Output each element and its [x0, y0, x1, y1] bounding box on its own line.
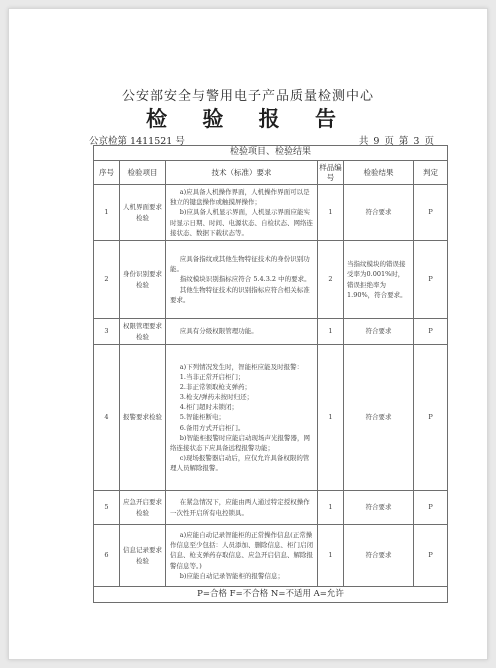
- column-header-verdict: 判定: [414, 161, 448, 185]
- requirement-line: 在紧急情况下，应能由两人通过特定授权操作一次性开启所有电控锁具。: [170, 498, 310, 517]
- row-requirement: [166, 525, 318, 587]
- row-result: 符合要求: [344, 491, 414, 525]
- row-result: 符合要求: [344, 185, 414, 241]
- row-sample-no: 2: [318, 241, 344, 319]
- requirement-line: 6.备用方式开启柜门。: [179, 423, 245, 432]
- row-verdict: P: [414, 241, 448, 319]
- requirement-line: 应具备指纹或其他生物特征技术的身份识别功能。: [170, 255, 310, 274]
- report-title: 检 验 报 告: [146, 106, 350, 131]
- column-header-sample: 样品编号: [318, 161, 344, 185]
- table-row: [94, 491, 448, 525]
- row-sample-no: 1: [318, 319, 344, 345]
- row-result: 当指纹模块的错误接受率为0.001%时，错误拒绝率为1.90%，符合要求。: [344, 241, 414, 319]
- report-page: [8, 8, 488, 660]
- requirement-line: b)智能柜报警时应能启动现场声光报警器，网络连接状态下应具备远程报警功能；: [170, 433, 310, 452]
- row-verdict: P: [414, 185, 448, 241]
- row-item: 人机界面要求检验: [120, 185, 166, 241]
- row-number: 3: [94, 319, 120, 345]
- requirement-line: 应具有分级权限管理功能。: [179, 327, 258, 336]
- table-row: [94, 319, 448, 345]
- requirement-line: a)应具备人机操作界面，人机操作界面可以是独立的键盘操作或触摸屏操作；: [170, 188, 310, 207]
- row-requirement: [166, 345, 318, 491]
- row-number: 5: [94, 491, 120, 525]
- requirement-line: b)应能自动记录智能柜的报警信息；: [179, 571, 284, 580]
- row-verdict: P: [414, 319, 448, 345]
- requirement-line: 4.柜门超时未锁闭；: [179, 403, 238, 412]
- requirement-line: 其他生物特征技术的识别指标应符合相关标准要求。: [170, 285, 310, 304]
- row-verdict: P: [414, 525, 448, 587]
- table-row: [94, 241, 448, 319]
- requirement-line: b)应具备人机显示界面，人机显示界面应能实时显示日期、时间、电源状态、自检状态、网络连接状态、数据下载状态等。: [170, 208, 313, 237]
- requirement-line: 3.枪支/弹药未按时归还；: [179, 393, 254, 402]
- row-sample-no: 1: [318, 525, 344, 587]
- requirement-line: 指纹模块识别指标应符合 5.4.3.2 中的要求。: [179, 275, 311, 284]
- row-number: 6: [94, 525, 120, 587]
- table-caption: 检验项目、检验结果: [94, 146, 448, 161]
- row-sample-no: 1: [318, 345, 344, 491]
- table-row: [94, 345, 448, 491]
- row-requirement: [166, 491, 318, 525]
- verdict-legend: P=合格 F=不合格 N=不适用 A=允许: [94, 587, 448, 603]
- row-sample-no: 1: [318, 185, 344, 241]
- table-row: [94, 525, 448, 587]
- row-item: 信息记录要求检验: [120, 525, 166, 587]
- row-requirement: [166, 241, 318, 319]
- row-number: 2: [94, 241, 120, 319]
- inspection-table: [93, 145, 448, 603]
- row-requirement: [166, 185, 318, 241]
- column-header-result: 检验结果: [344, 161, 414, 185]
- row-sample-no: 1: [318, 491, 344, 525]
- row-item: 权限管理要求检验: [120, 319, 166, 345]
- requirement-line: 5.智能柜断电；: [179, 413, 225, 422]
- requirement-line: 2.非正常领取枪支弹药；: [179, 383, 251, 392]
- row-item: 应急开启要求检验: [120, 491, 166, 525]
- column-header-requirement: 技术（标准）要求: [166, 161, 318, 185]
- column-header-no: 序号: [94, 161, 120, 185]
- row-requirement: [166, 319, 318, 345]
- requirement-line: 1.当非正常开启柜门；: [179, 373, 245, 382]
- row-number: 1: [94, 185, 120, 241]
- column-header-item: 检验项目: [120, 161, 166, 185]
- report-number: 公京检第 1411521 号: [89, 136, 185, 147]
- row-item: 报警要求检验: [120, 345, 166, 491]
- row-result: 符合要求: [344, 345, 414, 491]
- table-header-row: [94, 161, 448, 185]
- row-item: 身份识别要求检验: [120, 241, 166, 319]
- row-result: 符合要求: [344, 525, 414, 587]
- requirement-line: a)下列情况发生时，智能柜应能及时报警：: [179, 363, 304, 372]
- row-verdict: P: [414, 345, 448, 491]
- row-result: 符合要求: [344, 319, 414, 345]
- table-row: [94, 185, 448, 241]
- requirement-line: c)现场报警器启动后，应仅允许具备权限的管理人员解除报警。: [170, 453, 310, 472]
- row-number: 4: [94, 345, 120, 491]
- issuing-organization: 公安部安全与警用电子产品质量检测中心: [121, 89, 374, 104]
- requirement-line: a)应能自动记录智能柜的正常操作信息(正常操作信息至少包括：人员添加、删除信息、柜门启闭信息、枪支弹药存取信息、应急开启信息、解除报警信息等。): [170, 531, 313, 570]
- row-verdict: P: [414, 491, 448, 525]
- page-indicator: 共 9 页 第 3 页: [358, 136, 435, 147]
